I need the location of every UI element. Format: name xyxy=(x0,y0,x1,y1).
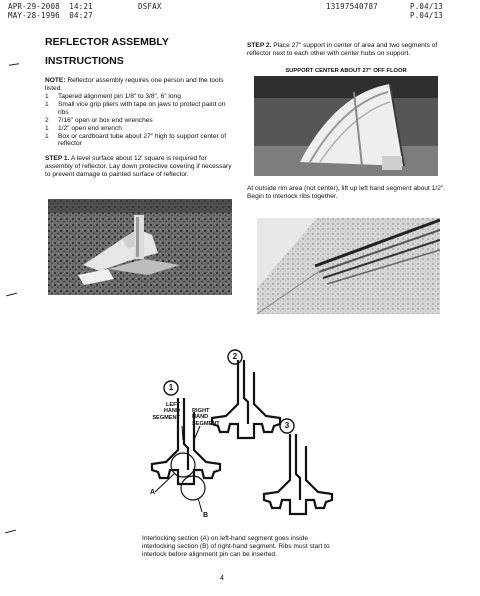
tool-item: 1 1/2" open end wrench xyxy=(45,124,122,132)
page-number: 4 xyxy=(220,575,224,582)
leader-b xyxy=(198,498,202,512)
left-hand-segment-label: LEFT HAND SEGMENT xyxy=(152,402,180,421)
step-2-label: STEP 2. xyxy=(247,42,272,49)
fax-sender-id: DSFAX xyxy=(138,2,162,11)
tool-item: 1 Tapered alignment pin 1/8" to 3/8", 6" long xyxy=(45,93,181,100)
cross-section-1-inner xyxy=(184,398,188,470)
step-number-3: 3 xyxy=(284,421,290,430)
support-photo-caption: SUPPORT CENTER ABOUT 27" OFF FLOOR xyxy=(285,68,407,74)
step-number-2: 2 xyxy=(232,352,238,361)
cross-section-3-inner xyxy=(296,434,300,500)
cross-section-2-inner xyxy=(244,360,248,424)
tool-item: 2 7/16" open or box end wrenches xyxy=(45,116,153,124)
document-title: REFLECTOR ASSEMBLY xyxy=(45,36,169,48)
rim-instruction-text: At outside rim area (not center), lift up left hand segment about 1/2". Begin to interlock ribs together. xyxy=(247,185,446,201)
leader-a xyxy=(155,474,174,492)
right-hand-segment-label: RIGHT HAND SEGMENT xyxy=(192,408,220,427)
detail-circle-a xyxy=(171,453,195,477)
detail-label-a: A xyxy=(150,489,156,496)
fax-page-count-1: P.04/13 xyxy=(410,2,444,11)
note-text: Reflector assembly requires one person and the tools listed. xyxy=(45,77,224,93)
step-1-label: STEP 1. xyxy=(45,155,70,162)
cross-section-3-outline xyxy=(264,434,332,514)
diagram-caption: Interlocking section (A) on left-hand segment goes inside interlocking section (B) of right-hand segment. Ribs must start to interlock before alignment pin can be inserted. xyxy=(142,535,330,558)
fax-phone-number: 13197540787 xyxy=(326,2,378,11)
detail-label-b: B xyxy=(203,512,209,519)
step-number-1: 1 xyxy=(168,383,174,392)
tool-item: 1 Box or cardboard tube about 27" high to support center of reflector xyxy=(45,132,227,148)
document-subtitle: INSTRUCTIONS xyxy=(45,55,124,67)
note-label: NOTE: xyxy=(45,77,66,84)
step-2-text: STEP 2. Place 27" support in center of area and two segments of reflector next to each other with center hubs on support. xyxy=(247,42,438,58)
fax-page-count-2: P.04/13 xyxy=(410,11,444,20)
step-1-text: STEP 1. A level surface about 12' square is required for assembly of reflector. Lay down protective covering if necessary to prevent damage to painted surface of reflector. xyxy=(45,155,232,179)
tool-item: 1 Small vice grip pliers with tape on jaws to protect paint on ribs xyxy=(45,100,226,116)
fax-timestamp-1: APR-29-2008 14:21 xyxy=(8,2,93,11)
fax-timestamp-2: MAY-28-1996 04:27 xyxy=(8,11,93,20)
leader-left-segment xyxy=(182,426,183,440)
